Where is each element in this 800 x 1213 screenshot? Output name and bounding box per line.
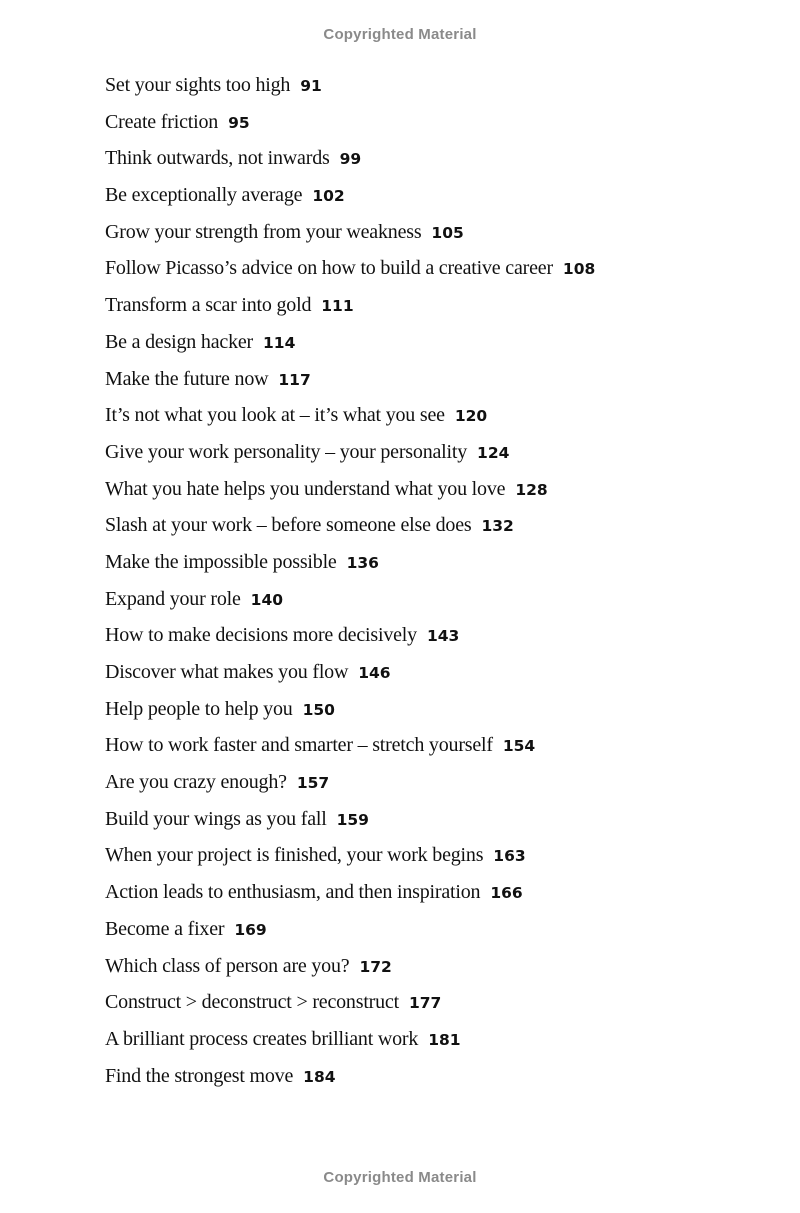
toc-entry bbox=[105, 364, 765, 401]
toc-entry bbox=[105, 217, 765, 254]
toc-entry bbox=[105, 620, 765, 657]
toc-entry bbox=[105, 694, 765, 731]
toc-entry-page-number: 140 bbox=[250, 590, 284, 609]
toc-entry-title: Make the impossible possible bbox=[105, 550, 337, 573]
toc-entry-title: Slash at your work – before someone else does bbox=[105, 514, 472, 537]
toc-entry bbox=[105, 584, 765, 621]
toc-entry-title: It’s not what you look at – it’s what you see bbox=[105, 404, 445, 427]
toc-entry bbox=[105, 914, 765, 951]
toc-entry-title: Which class of person are you? bbox=[105, 954, 350, 977]
toc-entry-page-number: 111 bbox=[321, 297, 354, 316]
toc-entry-title: Transform a scar into gold bbox=[105, 294, 312, 317]
toc-entry-title: Discover what makes you flow bbox=[105, 661, 349, 683]
toc-entry bbox=[105, 840, 765, 877]
toc-entry-title: Set your sights too high bbox=[105, 74, 291, 96]
toc-entry bbox=[105, 1061, 765, 1098]
toc-entry-page-number: 95 bbox=[228, 113, 250, 132]
toc-entry bbox=[105, 510, 765, 547]
toc-entry bbox=[105, 400, 765, 437]
toc-entry-page-number: 132 bbox=[481, 517, 514, 536]
toc-entry bbox=[105, 437, 765, 474]
toc-entry-page-number: 114 bbox=[263, 333, 296, 352]
toc-entry-page-number: 146 bbox=[358, 664, 391, 682]
toc-entry-title: Find the strongest move bbox=[105, 1064, 294, 1087]
toc-entry bbox=[105, 290, 765, 327]
toc-entry-title: How to work faster and smarter – stretch yourself bbox=[105, 734, 493, 757]
toc-entry-page-number: 169 bbox=[234, 920, 267, 939]
table-of-contents bbox=[105, 70, 765, 1097]
toc-entry bbox=[105, 657, 765, 694]
toc-entry bbox=[105, 987, 765, 1024]
toc-entry-page-number: 91 bbox=[300, 77, 322, 95]
toc-entry bbox=[105, 1024, 765, 1061]
toc-entry-page-number: 157 bbox=[296, 774, 330, 793]
toc-entry-page-number: 159 bbox=[336, 810, 369, 829]
toc-entry-page-number: 150 bbox=[302, 700, 335, 719]
toc-entry-page-number: 108 bbox=[562, 260, 596, 279]
toc-entry-page-number: 172 bbox=[359, 957, 392, 976]
toc-entry-page-number: 120 bbox=[454, 407, 488, 426]
toc-entry-page-number: 105 bbox=[431, 223, 464, 242]
toc-entry bbox=[105, 951, 765, 988]
toc-entry-page-number: 181 bbox=[428, 1030, 461, 1049]
toc-entry-title: When your project is finished, your work begins bbox=[105, 844, 484, 867]
toc-entry-title: Build your wings as you fall bbox=[105, 807, 327, 830]
toc-entry-page-number: 128 bbox=[515, 480, 548, 499]
toc-entry-title: Give your work personality – your personality bbox=[105, 440, 468, 463]
copyright-watermark-bottom: Copyrighted Material bbox=[323, 1169, 477, 1186]
toc-entry bbox=[105, 143, 765, 180]
toc-entry-title: Grow your strength from your weakness bbox=[105, 220, 422, 243]
toc-entry-title: How to make decisions more decisively bbox=[105, 624, 417, 647]
toc-entry-title: Be a design hacker bbox=[105, 330, 254, 353]
toc-entry bbox=[105, 877, 765, 914]
toc-entry-title: Become a fixer bbox=[105, 917, 225, 940]
toc-entry bbox=[105, 70, 765, 107]
toc-entry bbox=[105, 547, 765, 584]
toc-entry-page-number: 117 bbox=[278, 370, 311, 389]
toc-entry bbox=[105, 327, 765, 364]
toc-entry-title: Create friction bbox=[105, 110, 219, 133]
toc-entry bbox=[105, 253, 765, 290]
toc-entry-page-number: 136 bbox=[346, 553, 379, 572]
toc-entry-title: Action leads to enthusiasm, and then inspiration bbox=[105, 881, 481, 904]
toc-entry bbox=[105, 767, 765, 804]
toc-entry-page-number: 177 bbox=[408, 994, 442, 1013]
toc-entry bbox=[105, 474, 765, 511]
toc-entry-page-number: 184 bbox=[303, 1067, 336, 1086]
toc-entry-page-number: 154 bbox=[502, 737, 536, 756]
toc-entry bbox=[105, 180, 765, 217]
toc-entry-title: Help people to help you bbox=[105, 697, 293, 720]
toc-entry-title: Expand your role bbox=[105, 587, 241, 610]
toc-entry-title: Follow Picasso’s advice on how to build a creative career bbox=[105, 257, 553, 280]
toc-entry bbox=[105, 730, 765, 767]
toc-entry-title: Make the future now bbox=[105, 367, 269, 390]
toc-entry-page-number: 124 bbox=[477, 443, 510, 462]
toc-entry-title: What you hate helps you understand what you love bbox=[105, 477, 506, 500]
toc-entry-title: Are you crazy enough? bbox=[105, 771, 287, 794]
toc-entry-title: Think outwards, not inwards bbox=[105, 147, 330, 170]
toc-entry-page-number: 166 bbox=[490, 884, 523, 903]
toc-entry-page-number: 99 bbox=[339, 150, 362, 169]
toc-entry-title: A brilliant process creates brilliant work bbox=[105, 1027, 419, 1050]
copyright-watermark-top: Copyrighted Material bbox=[323, 26, 477, 43]
toc-entry bbox=[105, 107, 765, 144]
toc-entry bbox=[105, 804, 765, 841]
toc-entry-title: Be exceptionally average bbox=[105, 184, 303, 207]
toc-entry-page-number: 143 bbox=[426, 627, 460, 646]
toc-entry-page-number: 163 bbox=[493, 847, 526, 866]
toc-entry-page-number: 102 bbox=[312, 187, 345, 206]
toc-entry-title: Construct > deconstruct > reconstruct bbox=[105, 991, 399, 1014]
